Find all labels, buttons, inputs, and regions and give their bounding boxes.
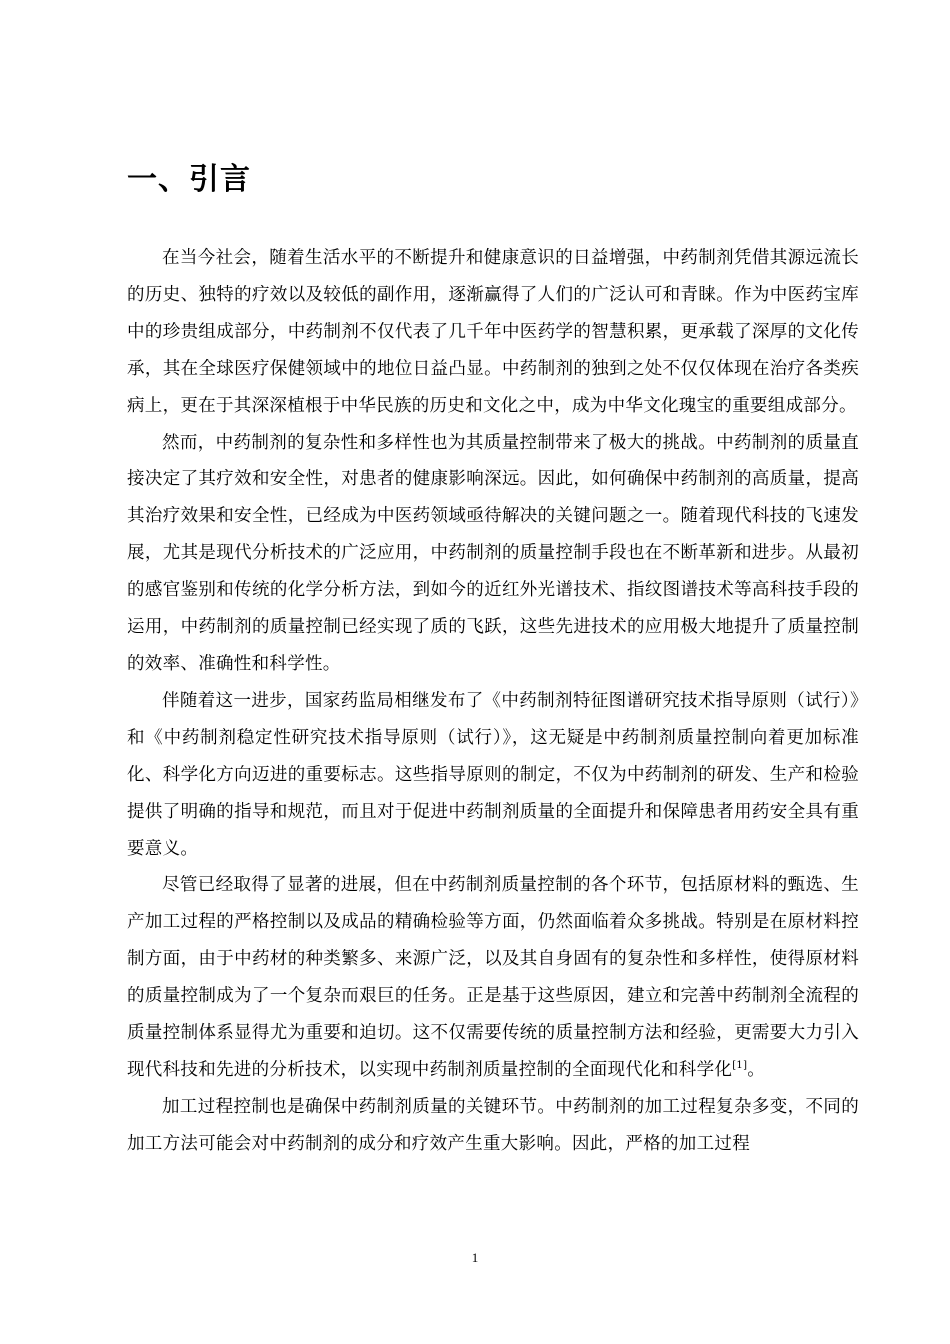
paragraph-5	[127, 1089, 859, 1163]
paragraph-3	[127, 683, 859, 868]
paragraph-4	[127, 867, 859, 1088]
body-text	[127, 240, 859, 1163]
paragraph-1-text: 在当今社会，随着生活水平的不断提升和健康意识的日益增强，中药制剂凭借其源远流长的历史、独特的疗效以及较低的副作用，逐渐赢得了人们的广泛认可和青睐。作为中医药宝库中的珍贵组成部分，中药制剂不仅代表了几千年中医药学的智慧积累，更承载了深厚的文化传承，其在全球医疗保健领域中的地位日益凸显。中药制剂的独到之处不仅仅体现在治疗各类疾病上，更在于其深深植根于中华民族的历史和文化之中，成为中华文化瑰宝的重要组成部分。	[127, 248, 859, 416]
paragraph-2	[127, 425, 859, 683]
citation-marker[interactable]: [1]	[732, 1060, 748, 1072]
paragraph-4-text: 尽管已经取得了显著的进展，但在中药制剂质量控制的各个环节，包括原材料的甄选、生产加工过程的严格控制以及成品的精确检验等方面，仍然面临着众多挑战。特别是在原材料控制方面，由于中药材的种类繁多、来源广泛，以及其自身固有的复杂性和多样性，使得原材料的质量控制成为了一个复杂而艰巨的任务。正是基于这些原因，建立和完善中药制剂全流程的质量控制体系显得尤为重要和迫切。这不仅需要传统的质量控制方法和经验，更需要大力引入现代科技和先进的分析技术，以实现中药制剂质量控制的全面现代化和科学化	[127, 875, 859, 1080]
page-number: 1	[471, 1250, 479, 1265]
paragraph-1	[127, 240, 859, 425]
section-heading: 一、引言	[127, 162, 251, 197]
paragraph-5-text: 加工过程控制也是确保中药制剂质量的关键环节。中药制剂的加工过程复杂多变，不同的加工方法可能会对中药制剂的成分和疗效产生重大影响。因此，严格的加工过程	[127, 1096, 859, 1154]
paragraph-4-tail: 。	[747, 1059, 766, 1080]
paragraph-3-text: 伴随着这一进步，国家药监局相继发布了《中药制剂特征图谱研究技术指导原则（试行）》和《中药制剂稳定性研究技术指导原则（试行）》，这无疑是中药制剂质量控制向着更加标准化、科学化方向迈进的重要标志。这些指导原则的制定，不仅为中药制剂的研发、生产和检验提供了明确的指导和规范，而且对于促进中药制剂质量的全面提升和保障患者用药安全具有重要意义。	[127, 690, 859, 859]
paragraph-2-text: 然而，中药制剂的复杂性和多样性也为其质量控制带来了极大的挑战。中药制剂的质量直接决定了其疗效和安全性，对患者的健康影响深远。因此，如何确保中药制剂的高质量，提高其治疗效果和安全性，已经成为中医药领域亟待解决的关键问题之一。随着现代科技的飞速发展，尤其是现代分析技术的广泛应用，中药制剂的质量控制手段也在不断革新和进步。从最初的感官鉴别和传统的化学分析方法，到如今的近红外光谱技术、指纹图谱技术等高科技手段的运用，中药制剂的质量控制已经实现了质的飞跃，这些先进技术的应用极大地提升了质量控制的效率、准确性和科学性。	[127, 432, 859, 674]
